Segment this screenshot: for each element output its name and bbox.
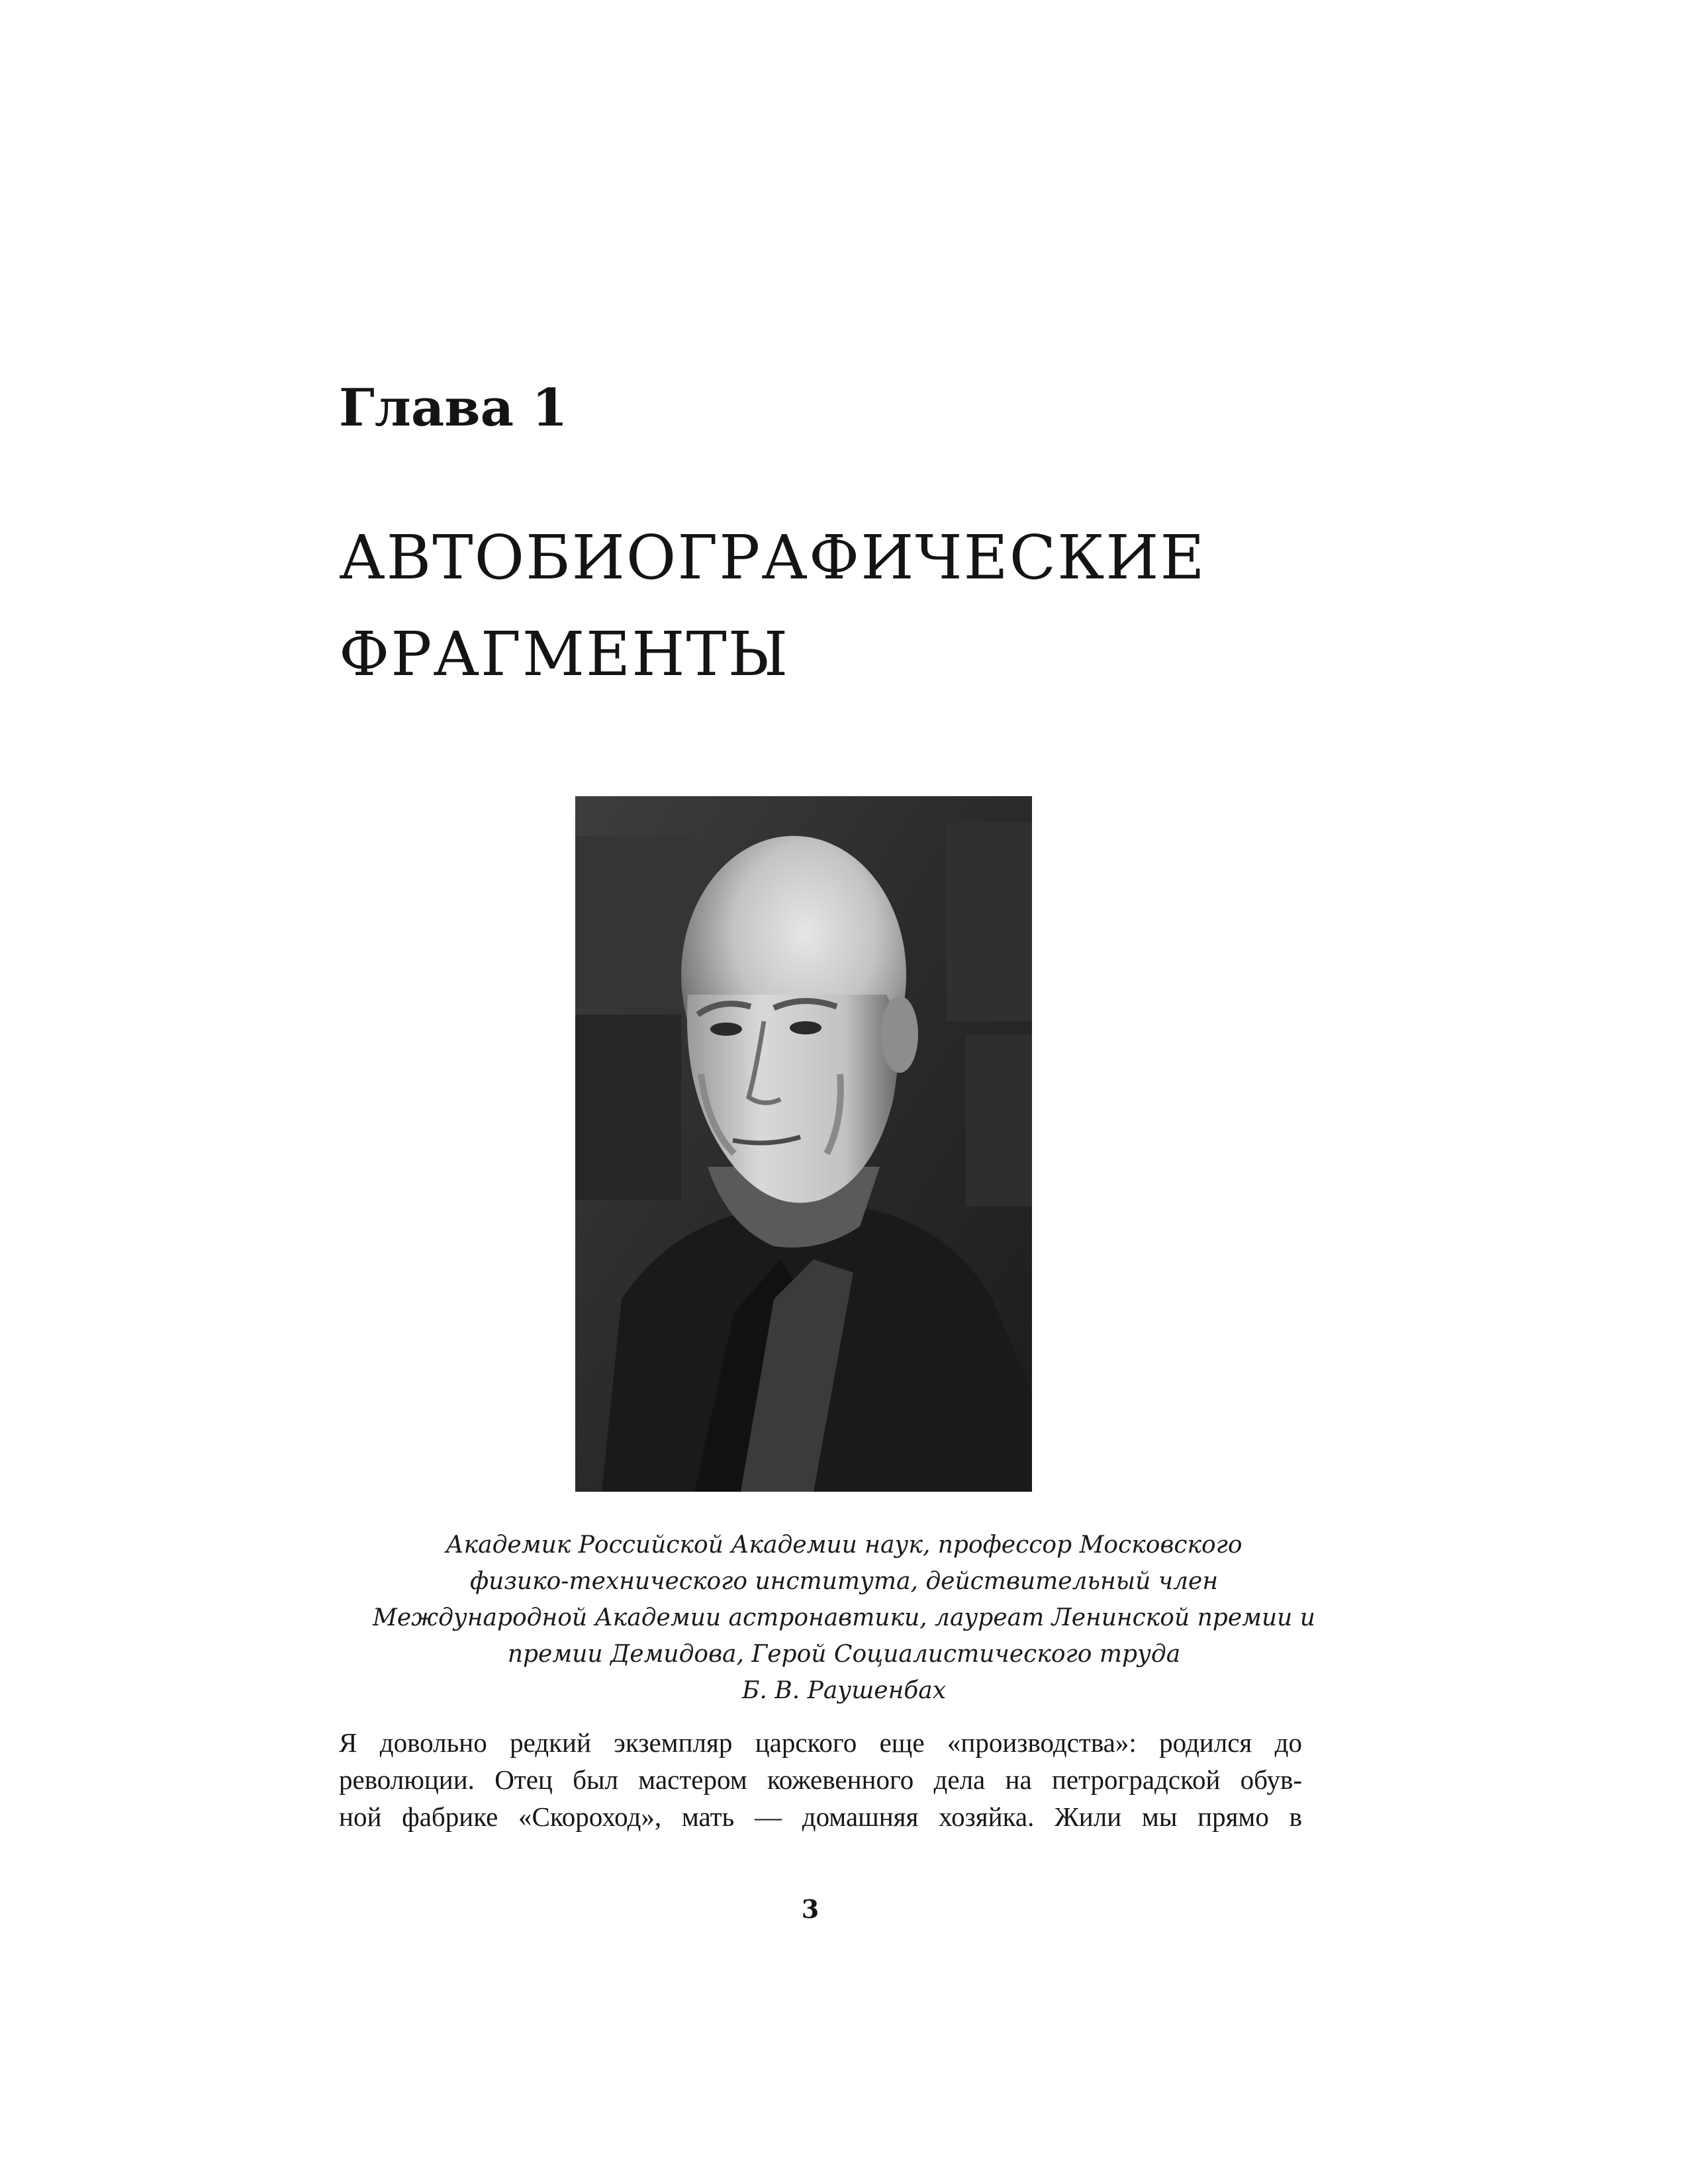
portrait-image [575,796,1032,1492]
body-line: ной фабрике «Скороход», мать — домашняя хозяйка. Жили мы прямо в [339,1801,1302,1832]
caption-line: премии Демидова, Герой Социалистического труда [507,1641,1181,1668]
page-number: 3 [801,1894,820,1924]
chapter-title-line: АВТОБИОГРАФИЧЕСКИЕ [339,522,1206,593]
photo-caption [285,1527,1403,1709]
chapter-number: Глава 1 [339,378,568,438]
caption-line: Академик Российской Академии наук, профессор Московского [445,1531,1243,1559]
body-line: Я довольно редкий экземпляр царского еще «производства»: родился до [339,1727,1302,1758]
body-line: революции. Отец был мастером кожевенного дела на петроградской обув- [339,1764,1302,1795]
caption-author: Б. В. Раушенбах [741,1677,947,1704]
caption-line: Международной Академии астронавтики, лауреат Ленинской премии и [373,1604,1315,1631]
chapter-title-line: ФРАГМЕНТЫ [339,619,790,690]
caption-line: физико-технического института, действительный член [469,1568,1219,1595]
portrait-photo [575,796,1032,1492]
chapter-title [339,510,1372,703]
body-paragraph [339,1724,1302,1835]
